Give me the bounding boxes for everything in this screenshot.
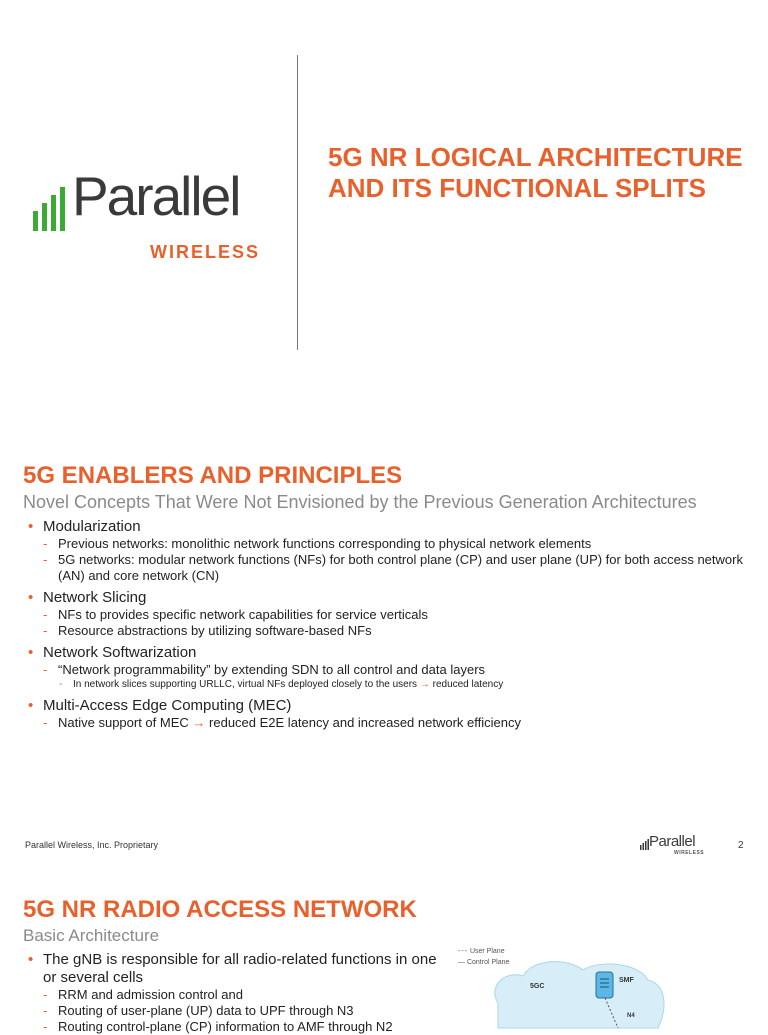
sub-bullet-text: 5G networks: modular network functions (NFs) for both control plane (CP) and user plane (UP) for both access network (AN) and core network (CN) bbox=[58, 552, 743, 583]
dash-icon: - bbox=[43, 536, 48, 551]
dash-icon: - bbox=[43, 715, 48, 730]
legend-control-plane: — Control Plane bbox=[458, 959, 510, 966]
sub-bullet-item bbox=[28, 715, 748, 731]
dash-icon: - bbox=[43, 607, 48, 622]
sub-bullet-item bbox=[28, 607, 748, 623]
smf-label: SMF bbox=[619, 977, 634, 984]
footer-logo-wordmark: Parallel bbox=[649, 833, 696, 850]
footer-proprietary: Parallel Wireless, Inc. Proprietary bbox=[25, 840, 159, 850]
legend-control-plane-label: Control Plane bbox=[466, 959, 510, 966]
slide-title: 5G ENABLERS AND PRINCIPLES bbox=[23, 462, 403, 489]
dash-icon: - bbox=[43, 662, 48, 677]
sub-bullet-item bbox=[28, 662, 748, 678]
logo-wordmark: Parallel bbox=[72, 165, 240, 227]
logo-subtitle: WIRELESS bbox=[150, 242, 261, 262]
bullet-dot-icon: • bbox=[28, 518, 34, 535]
bullet-item bbox=[28, 951, 438, 987]
bullet-dot-icon: • bbox=[28, 951, 34, 968]
slide-title: 5G NR RADIO ACCESS NETWORK bbox=[23, 896, 417, 923]
bullet-text: Network Slicing bbox=[43, 589, 147, 606]
bullet-dot-icon: • bbox=[28, 644, 34, 661]
smf-server-icon bbox=[596, 972, 613, 998]
sub-bullet-item bbox=[28, 987, 438, 1003]
core-cloud-shape bbox=[495, 962, 664, 1028]
sub-bullet-text: Resource abstractions by utilizing software-based NFs bbox=[58, 623, 372, 638]
bullet-dot-icon: • bbox=[28, 589, 34, 606]
enablers-slide bbox=[0, 440, 768, 870]
slide-subtitle: Basic Architecture bbox=[23, 926, 160, 945]
sub-bullet-text: RRM and admission control and bbox=[58, 987, 243, 1002]
bullet-item bbox=[28, 518, 748, 536]
dash-icon: - bbox=[59, 679, 63, 690]
bullet-text: Multi-Access Edge Computing (MEC) bbox=[43, 697, 292, 714]
bullet-item bbox=[28, 697, 748, 715]
core-network-diagram bbox=[488, 958, 668, 1028]
footer-logo-subtitle: WIRELESS bbox=[674, 850, 705, 856]
sub-sub-bullet-item bbox=[28, 678, 748, 692]
signal-bars-icon bbox=[33, 181, 71, 233]
sub-sub-bullet-text: In network slices supporting URLLC, virtual NFs deployed closely to the users bbox=[73, 679, 418, 690]
bullet-text: Modularization bbox=[43, 518, 141, 535]
signal-bars-icon bbox=[640, 838, 649, 850]
sub-bullet-text: “Network programmability” by extending SDN to all control and data layers bbox=[58, 662, 486, 677]
bullet-item bbox=[28, 644, 748, 662]
bullet-dot-icon: • bbox=[28, 697, 34, 714]
sub-bullet-text: NFs to provides specific network capabilities for service verticals bbox=[58, 607, 428, 622]
n4-label: N4 bbox=[627, 1013, 635, 1019]
sub-sub-bullet-result: reduced latency bbox=[432, 679, 504, 690]
bullet-item bbox=[28, 589, 748, 607]
slide-subtitle: Novel Concepts That Were Not Envisioned by the Previous Generation Architectures bbox=[23, 492, 697, 512]
title-slide bbox=[0, 0, 768, 410]
sub-bullet-item bbox=[28, 623, 748, 639]
dash-icon: - bbox=[43, 552, 48, 567]
dash-icon: - bbox=[43, 1003, 48, 1018]
sub-bullet-item bbox=[28, 552, 748, 584]
sub-bullet-item bbox=[28, 536, 748, 552]
bullet-list bbox=[28, 951, 438, 1035]
legend-user-plane: --- User Plane bbox=[458, 948, 505, 955]
sub-bullet-text: Routing of user-plane (UP) data to UPF through N3 bbox=[58, 1003, 354, 1018]
bullet-text: Network Softwarization bbox=[43, 644, 197, 661]
sub-bullet-item bbox=[28, 1003, 438, 1019]
dash-icon: - bbox=[43, 623, 48, 638]
sub-bullet-text: Native support of MEC bbox=[58, 715, 189, 730]
dash-icon: - bbox=[43, 987, 48, 1002]
page-number: 2 bbox=[738, 840, 744, 851]
bullet-list bbox=[28, 518, 748, 731]
sub-bullet-text: Routing control-plane (CP) information to AMF through N2 bbox=[58, 1019, 393, 1034]
right-arrow-icon: → bbox=[419, 679, 430, 690]
footer-logo bbox=[640, 833, 710, 857]
right-arrow-icon: → bbox=[192, 715, 206, 730]
presentation-title: 5G NR LOGICAL ARCHITECTURE AND ITS FUNCTIONAL SPLITS bbox=[328, 142, 743, 203]
parallel-wireless-logo bbox=[30, 165, 280, 268]
sub-bullet-item bbox=[28, 1019, 438, 1035]
legend-user-plane-label: User Plane bbox=[469, 948, 505, 955]
core-label: 5GC bbox=[530, 983, 545, 990]
dash-icon: - bbox=[43, 1019, 48, 1034]
sub-bullet-result: reduced E2E latency and increased network efficiency bbox=[209, 715, 521, 730]
sub-bullet-text: Previous networks: monolithic network functions corresponding to physical network elements bbox=[58, 536, 592, 551]
ran-slide bbox=[0, 880, 768, 1034]
vertical-divider bbox=[297, 55, 298, 350]
bullet-text: The gNB is responsible for all radio-related functions in one or several cells bbox=[43, 951, 437, 986]
